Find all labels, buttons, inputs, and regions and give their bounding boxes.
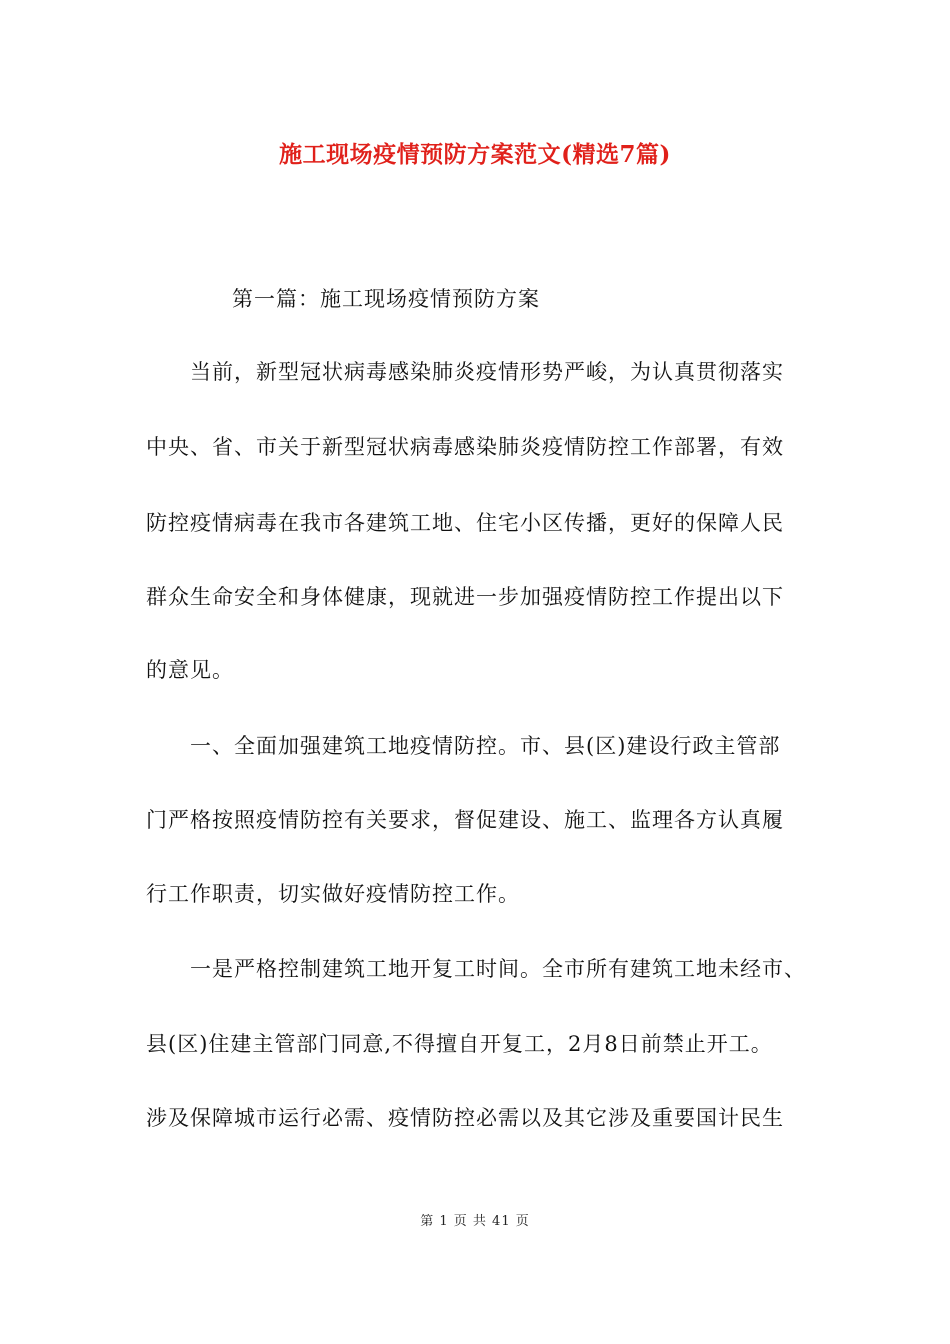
paragraph-line: 的意见。 bbox=[146, 658, 234, 682]
section-heading: 第一篇：施工现场疫情预防方案 bbox=[232, 287, 540, 311]
paragraph-line: 群众生命安全和身体健康，现就进一步加强疫情防控工作提出以下 bbox=[146, 585, 784, 609]
paragraph-line: 防控疫情病毒在我市各建筑工地、住宅小区传播，更好的保障人民 bbox=[146, 511, 784, 535]
paragraph-line: 涉及保障城市运行必需、疫情防控必需以及其它涉及重要国计民生 bbox=[146, 1106, 784, 1130]
paragraph-line: 县(区)住建主管部门同意,不得擅自开复工，2月8日前禁止开工。 bbox=[146, 1032, 773, 1056]
page-footer: 第 1 页 共 41 页 bbox=[420, 1214, 530, 1229]
paragraph-line: 当前，新型冠状病毒感染肺炎疫情形势严峻，为认真贯彻落实 bbox=[190, 360, 784, 384]
paragraph-line: 一是严格控制建筑工地开复工时间。全市所有建筑工地未经市、 bbox=[190, 957, 806, 981]
paragraph-line: 中央、省、市关于新型冠状病毒感染肺炎疫情防控工作部署，有效 bbox=[146, 435, 784, 459]
paragraph-line: 行工作职责，切实做好疫情防控工作。 bbox=[146, 882, 520, 906]
document-title: 施工现场疫情预防方案范文(精选7篇) bbox=[279, 141, 671, 168]
paragraph-line: 一、全面加强建筑工地疫情防控。市、县(区)建设行政主管部 bbox=[190, 734, 781, 758]
paragraph-line: 门严格按照疫情防控有关要求，督促建设、施工、监理各方认真履 bbox=[146, 808, 784, 832]
